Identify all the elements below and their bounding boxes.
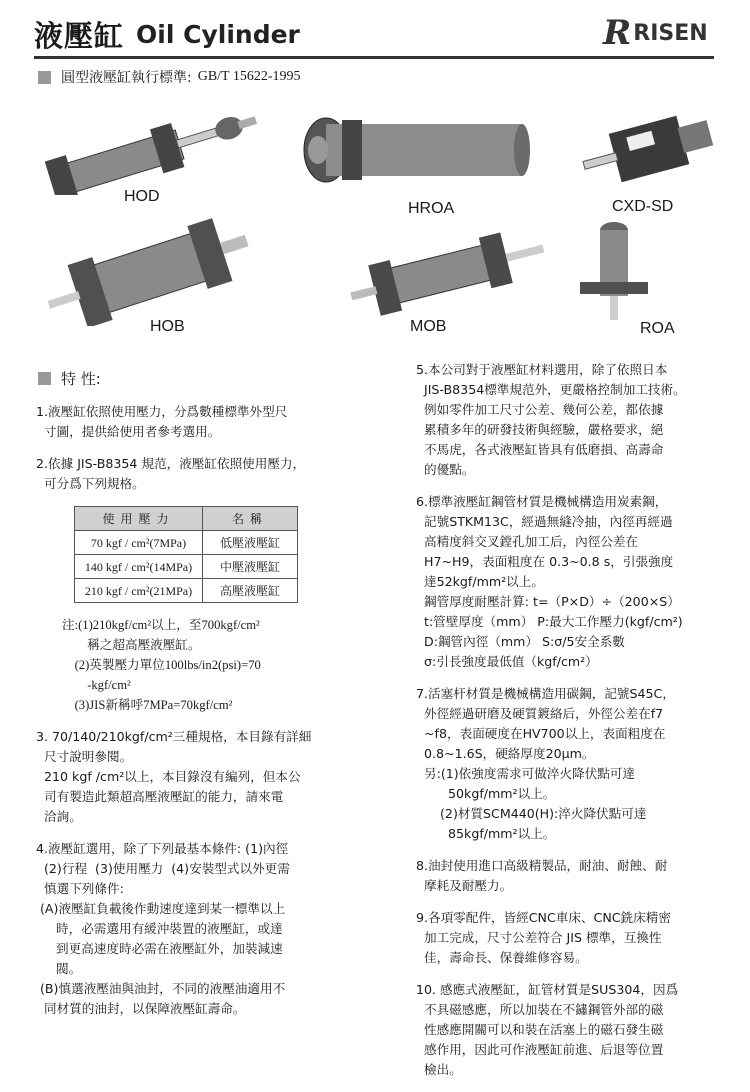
table-cell: 140 kgf / cm²(14MPa) [75,555,203,579]
table-row [75,555,298,579]
brand-name: RISEN [633,20,708,46]
brand-mark-icon: R [603,13,626,53]
para-1: 1.液壓缸依照使用壓力，分爲數種標準外型尺 寸圖，提供給使用者參考選用。 [36,404,288,439]
standard-line [38,67,301,87]
table-row [75,531,298,555]
hob-cylinder-image [40,218,260,326]
label-hroa: HROA [408,200,455,217]
bullet-square-icon [38,71,51,84]
left-column [36,402,368,1031]
title-en: Oil Cylinder [136,19,300,49]
mob-cylinder-image [344,226,554,316]
table-note: 注:(1)210kgf/cm²以上，至700kgf/cm² 稱之超高壓液壓缸。 (2)英製壓力單位100lbs/in2(psi)=70 -kgf/cm² (3)JIS新稱呼7MPa=70kgf/cm² [62,618,261,712]
label-hod: HOD [124,188,160,205]
para-10: 10. 感應式液壓缸，缸管材質是SUS304，因爲 不具磁感應，所以加裝在不鏽鋼管外部的磁 性感應開關可以和裝在活塞上的磁石發生磁 感作用，因此可作液壓缸前進、后退等位置 檢出。 [416,982,679,1077]
page-header [34,14,300,54]
table-header-pressure: 使用壓力 [75,507,203,531]
label-mob: MOB [410,318,447,335]
para-2: 2.依據 JIS-B8354 規范，液壓缸依照使用壓力， 可分爲下列規格。 [36,456,306,491]
section-heading [38,368,101,389]
pressure-table [74,506,298,603]
para-6: 6.標準液壓缸鋼管材質是機械構造用炭素鋼， 記號STKM13C，經過無縫冷抽，內徑再經過 高精度斜交叉鏜孔加工后，內徑公差在 H7~H9，表面粗度在 0.3~0.8 s，引張強度 達52kgf/mm²以上。 鋼管厚度耐壓計算: t=（P×D）÷（200×S） t:管壁厚度（mm） P:最大工作壓力(kgf/cm²) D:鋼管內徑（mm） S:σ/5安全系數 σ:引長強度最低值（kgf/cm²） [416,494,683,669]
hod-cylinder-image [36,100,266,195]
standard-value: GB/T 15622-1995 [197,69,301,84]
table-cell: 高壓液壓缸 [203,579,298,603]
header-rule [34,56,714,59]
label-hob: HOB [150,318,185,335]
label-roa: ROA [640,320,675,337]
label-cxd-sd: CXD-SD [612,198,674,215]
para-4: 4.液壓缸選用，除了下列最基本條件: (1)內徑 (2)行程 (3)使用壓力 (4)安裝型式以外更需 慎選下列條件: (A)液壓缸負載後作動速度達到某一標準以上 時，必需選用有緩沖裝置的液壓缸，或達 到更高速度時必需在液壓缸外，加裝減速 閥。 (B)慎選液壓油與油封，不同的液壓油適用不 同材質的油封，以保障液壓缸壽命。 [36,841,290,1016]
roa-cylinder-image [574,214,654,324]
cxd-sd-cylinder-image [574,104,724,189]
table-cell: 中壓液壓缸 [203,555,298,579]
table-header-name: 名稱 [203,507,298,531]
table-row [75,579,298,603]
table-cell: 70 kgf / cm²(7MPa) [75,531,203,555]
hroa-cylinder-image [296,110,536,190]
standard-label: 圓型液壓缸執行標準: [61,70,192,86]
right-column [416,360,736,1092]
bullet-square-icon [38,372,51,385]
para-8: 8.油封使用進口高級精製品，耐油、耐蝕、耐 摩耗及耐壓力。 [416,858,668,893]
para-3: 3. 70/140/210kgf/cm²三種規格，本目錄有詳細 尺寸說明參閱。 210 kgf /cm²以上，本目錄沒有編列，但本公 司有製造此類超高壓液壓缸的能力，請來電 洽詢。 [36,729,312,824]
section-title: 特 性: [61,370,101,388]
table-cell: 低壓液壓缸 [203,531,298,555]
para-9: 9.各項零配件，皆經CNC車床、CNC銑床精密 加工完成，尺寸公差符合 JIS 標準，互換性 佳，壽命長、保養維修容易。 [416,910,671,965]
brand-logo [603,14,708,52]
table-cell: 210 kgf / cm²(21MPa) [75,579,203,603]
para-5: 5.本公司對于液壓缸材料選用，除了依照日本 JIS-B8354標準規范外，更嚴格控制加工技術。 例如零件加工尺寸公差、幾何公差，都依據 累積多年的研發技術與經驗，嚴格要求，絕 不馬虎，各式液壓缸皆具有低磨損、高壽命 的優點。 [416,362,686,477]
para-7: 7.活塞杆材質是機械構造用碳鋼，記號S45C， 外徑經過研磨及硬質鍍絡后，外徑公差在f7 ~f8，表面硬度在HV700以上，表面粗度在 0.8~1.6S，硬絡厚度20μm。 另:(1)依強度需求可做淬火降伏點可達 50kgf/mm²以上。 (2)材質SCM440(H):淬火降伏點可達 85kgf/mm²以上。 [416,686,675,841]
title-zh: 液壓缸 [34,18,125,53]
